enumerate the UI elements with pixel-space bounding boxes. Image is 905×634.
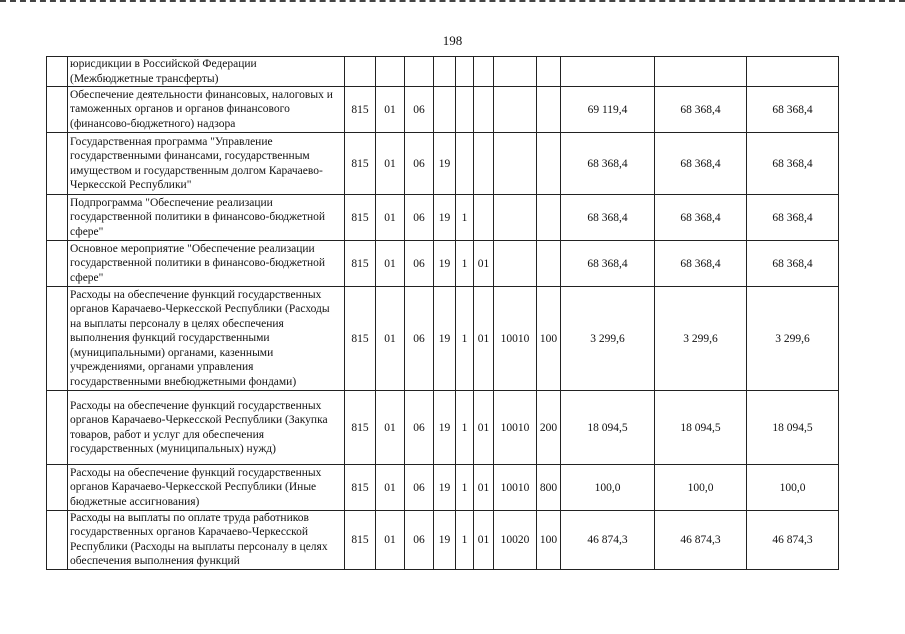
table-row [47,391,839,465]
expense-type-code: 100 [537,287,561,391]
amount-year-2 [655,57,747,87]
subprogram-code: 1 [456,241,474,287]
row-marker-cell [47,391,68,465]
amount-year-2: 68 368,4 [655,133,747,195]
ministry-code [345,57,376,87]
program-code: 19 [434,465,456,511]
program-code [434,87,456,133]
table-row [47,195,839,241]
expense-type-code [537,241,561,287]
ministry-code: 815 [345,87,376,133]
expense-type-code: 800 [537,465,561,511]
ministry-code: 815 [345,133,376,195]
subsection-code: 06 [405,287,434,391]
expense-type-code: 100 [537,511,561,570]
amount-year-2: 68 368,4 [655,241,747,287]
amount-year-1: 3 299,6 [561,287,655,391]
amount-year-2: 68 368,4 [655,195,747,241]
amount-year-1 [561,57,655,87]
expense-direction-code [494,87,537,133]
table-row [47,87,839,133]
section-code: 01 [376,133,405,195]
ministry-code: 815 [345,391,376,465]
subsection-code: 06 [405,511,434,570]
row-marker-cell [47,287,68,391]
subsection-code: 06 [405,241,434,287]
subprogram-code: 1 [456,195,474,241]
amount-year-2: 46 874,3 [655,511,747,570]
row-description: Расходы на выплаты по оплате труда работников государственных органов Карачаево-Черкесской Республики (Расходы на выплаты персоналу в целях обеспечения выполнения функций [68,511,345,570]
measure-code: 01 [474,287,494,391]
row-marker-cell [47,57,68,87]
section-code: 01 [376,511,405,570]
amount-year-2: 100,0 [655,465,747,511]
program-code: 19 [434,241,456,287]
program-code: 19 [434,391,456,465]
row-description: Расходы на обеспечение функций государственных органов Карачаево-Черкесской Республики (Расходы на выплаты персоналу в целях обеспечения выполнения функций государственными (муниципальными) органами, казенными учреждениями, органами управления государственными внебюджетными фондами) [68,287,345,391]
subsection-code: 06 [405,87,434,133]
section-code: 01 [376,391,405,465]
table-row [47,465,839,511]
section-code [376,57,405,87]
ministry-code: 815 [345,287,376,391]
amount-year-1: 46 874,3 [561,511,655,570]
expense-type-code [537,195,561,241]
subsection-code: 06 [405,195,434,241]
program-code [434,57,456,87]
subsection-code: 06 [405,465,434,511]
amount-year-1: 68 368,4 [561,241,655,287]
amount-year-3: 68 368,4 [747,195,839,241]
amount-year-1: 69 119,4 [561,87,655,133]
subprogram-code: 1 [456,511,474,570]
expense-direction-code: 10010 [494,287,537,391]
subsection-code [405,57,434,87]
row-marker-cell [47,195,68,241]
measure-code [474,195,494,241]
section-code: 01 [376,241,405,287]
row-description: Расходы на обеспечение функций государственных органов Карачаево-Черкесской Республики (Иные бюджетные ассигнования) [68,465,345,511]
expense-direction-code: 10020 [494,511,537,570]
row-marker-cell [47,465,68,511]
section-code: 01 [376,87,405,133]
expense-direction-code [494,241,537,287]
amount-year-1: 68 368,4 [561,195,655,241]
amount-year-3: 18 094,5 [747,391,839,465]
amount-year-1: 68 368,4 [561,133,655,195]
section-code: 01 [376,287,405,391]
amount-year-3: 46 874,3 [747,511,839,570]
subprogram-code [456,57,474,87]
table-row [47,287,839,391]
measure-code [474,87,494,133]
expense-type-code: 200 [537,391,561,465]
amount-year-1: 100,0 [561,465,655,511]
page-number: 198 [442,33,463,48]
expense-direction-code [494,57,537,87]
table-row [47,511,839,570]
subsection-code: 06 [405,133,434,195]
amount-year-3: 68 368,4 [747,241,839,287]
subprogram-code: 1 [456,391,474,465]
table-row [47,57,839,87]
subsection-code: 06 [405,391,434,465]
row-marker-cell [47,133,68,195]
amount-year-3: 100,0 [747,465,839,511]
amount-year-1: 18 094,5 [561,391,655,465]
amount-year-3: 68 368,4 [747,87,839,133]
row-marker-cell [47,511,68,570]
measure-code: 01 [474,465,494,511]
budget-table [46,56,839,570]
row-description: Основное мероприятие "Обеспечение реализации государственной политики в финансово-бюджетной сфере" [68,241,345,287]
ministry-code: 815 [345,465,376,511]
table-row [47,241,839,287]
subprogram-code: 1 [456,465,474,511]
measure-code [474,57,494,87]
row-marker-cell [47,241,68,287]
measure-code: 01 [474,241,494,287]
row-description: Расходы на обеспечение функций государственных органов Карачаево-Черкесской Республики (Закупка товаров, работ и услуг для обеспечения государственных (муниципальных) нужд) [68,391,345,465]
measure-code: 01 [474,511,494,570]
expense-type-code [537,133,561,195]
expense-type-code [537,87,561,133]
amount-year-3 [747,57,839,87]
expense-direction-code: 10010 [494,391,537,465]
amount-year-3: 3 299,6 [747,287,839,391]
section-code: 01 [376,195,405,241]
table-row [47,133,839,195]
expense-direction-code [494,133,537,195]
program-code: 19 [434,133,456,195]
expense-type-code [537,57,561,87]
section-code: 01 [376,465,405,511]
row-description: Подпрограмма "Обеспечение реализации государственной политики в финансово-бюджетной сфере" [68,195,345,241]
subprogram-code: 1 [456,287,474,391]
scan-top-edge [0,0,905,3]
program-code: 19 [434,511,456,570]
row-description: Государственная программа "Управление государственными финансами, государственным имуществом и государственным долгом Карачаево-Черкесской Республики" [68,133,345,195]
amount-year-3: 68 368,4 [747,133,839,195]
subprogram-code [456,133,474,195]
ministry-code: 815 [345,195,376,241]
row-description: Обеспечение деятельности финансовых, налоговых и таможенных органов и органов финансового (финансово-бюджетного) надзора [68,87,345,133]
expense-direction-code: 10010 [494,465,537,511]
expense-direction-code [494,195,537,241]
amount-year-2: 3 299,6 [655,287,747,391]
amount-year-2: 68 368,4 [655,87,747,133]
amount-year-2: 18 094,5 [655,391,747,465]
row-marker-cell [47,87,68,133]
program-code: 19 [434,287,456,391]
measure-code [474,133,494,195]
subprogram-code [456,87,474,133]
ministry-code: 815 [345,241,376,287]
ministry-code: 815 [345,511,376,570]
measure-code: 01 [474,391,494,465]
program-code: 19 [434,195,456,241]
row-description: юрисдикции в Российской Федерации (Межбюджетные трансферты) [68,57,345,87]
